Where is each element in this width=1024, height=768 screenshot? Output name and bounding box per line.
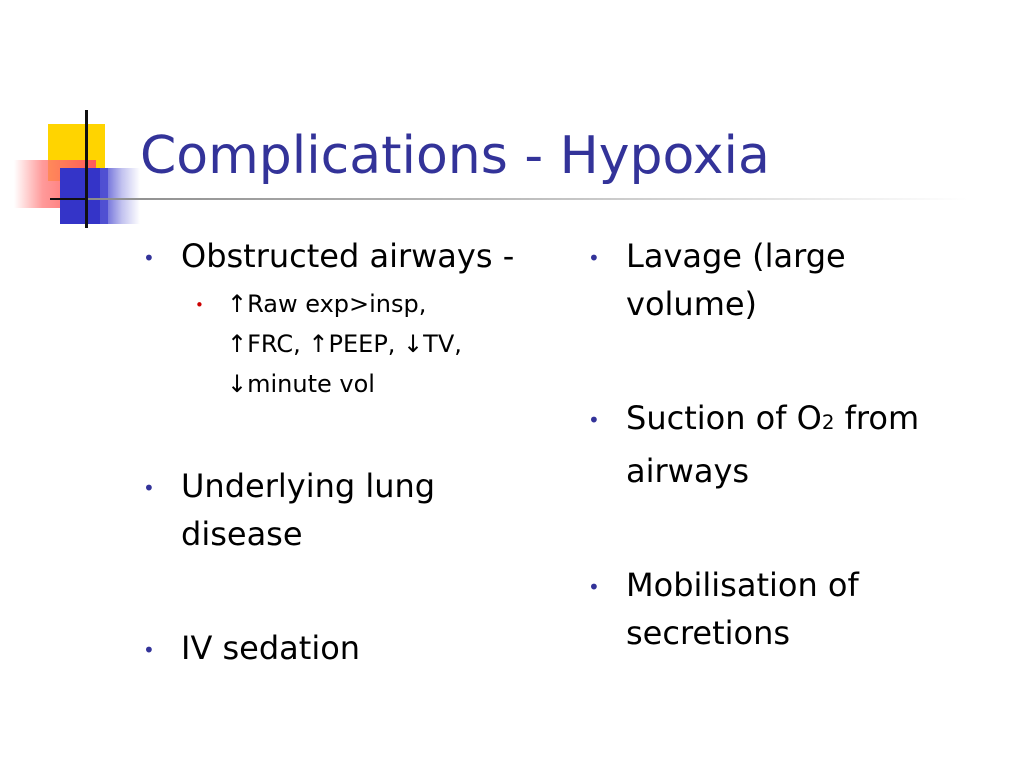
list-item-text	[626, 399, 919, 490]
list-item-text-end: from airways	[626, 399, 920, 490]
left-bullet-list	[140, 232, 560, 672]
list-item-text: Lavage (large volume)	[626, 237, 846, 323]
subscript-2: 2	[821, 411, 835, 434]
sub-list-item	[181, 284, 560, 404]
sub-item-line: ↑Raw exp>insp,	[227, 290, 427, 318]
list-item	[140, 624, 560, 672]
sub-item-line: ↑FRC, ↑PEEP, ↓TV,	[227, 330, 462, 358]
list-item-text: Underlying lung disease	[181, 467, 436, 553]
logo-blue-fade	[100, 168, 140, 224]
bullet-icon: •	[588, 575, 600, 599]
list-item	[585, 232, 985, 328]
decorative-logo	[0, 0, 140, 240]
bullet-icon: •	[143, 246, 155, 270]
sub-bullet-icon: •	[195, 296, 204, 314]
bullet-icon: •	[143, 476, 155, 500]
slide-title: Complications - Hypoxia	[140, 126, 770, 186]
list-item	[585, 561, 985, 657]
sub-bullet-list	[181, 284, 560, 404]
list-item-text: IV sedation	[181, 629, 361, 667]
list-item-text-start: Suction of O	[626, 399, 822, 437]
right-bullet-list	[585, 232, 985, 657]
bullet-icon: •	[588, 408, 600, 432]
list-item-text: Obstructed airways -	[181, 237, 515, 275]
bullet-icon: •	[588, 246, 600, 270]
list-item	[585, 394, 985, 495]
sub-item-line: ↓minute vol	[227, 370, 375, 398]
list-item	[140, 462, 560, 558]
bullet-icon: •	[143, 638, 155, 662]
title-underline	[88, 198, 968, 200]
list-item-text: Mobilisation of secretions	[626, 566, 859, 652]
logo-vertical-line	[85, 110, 88, 228]
list-item	[140, 232, 560, 404]
